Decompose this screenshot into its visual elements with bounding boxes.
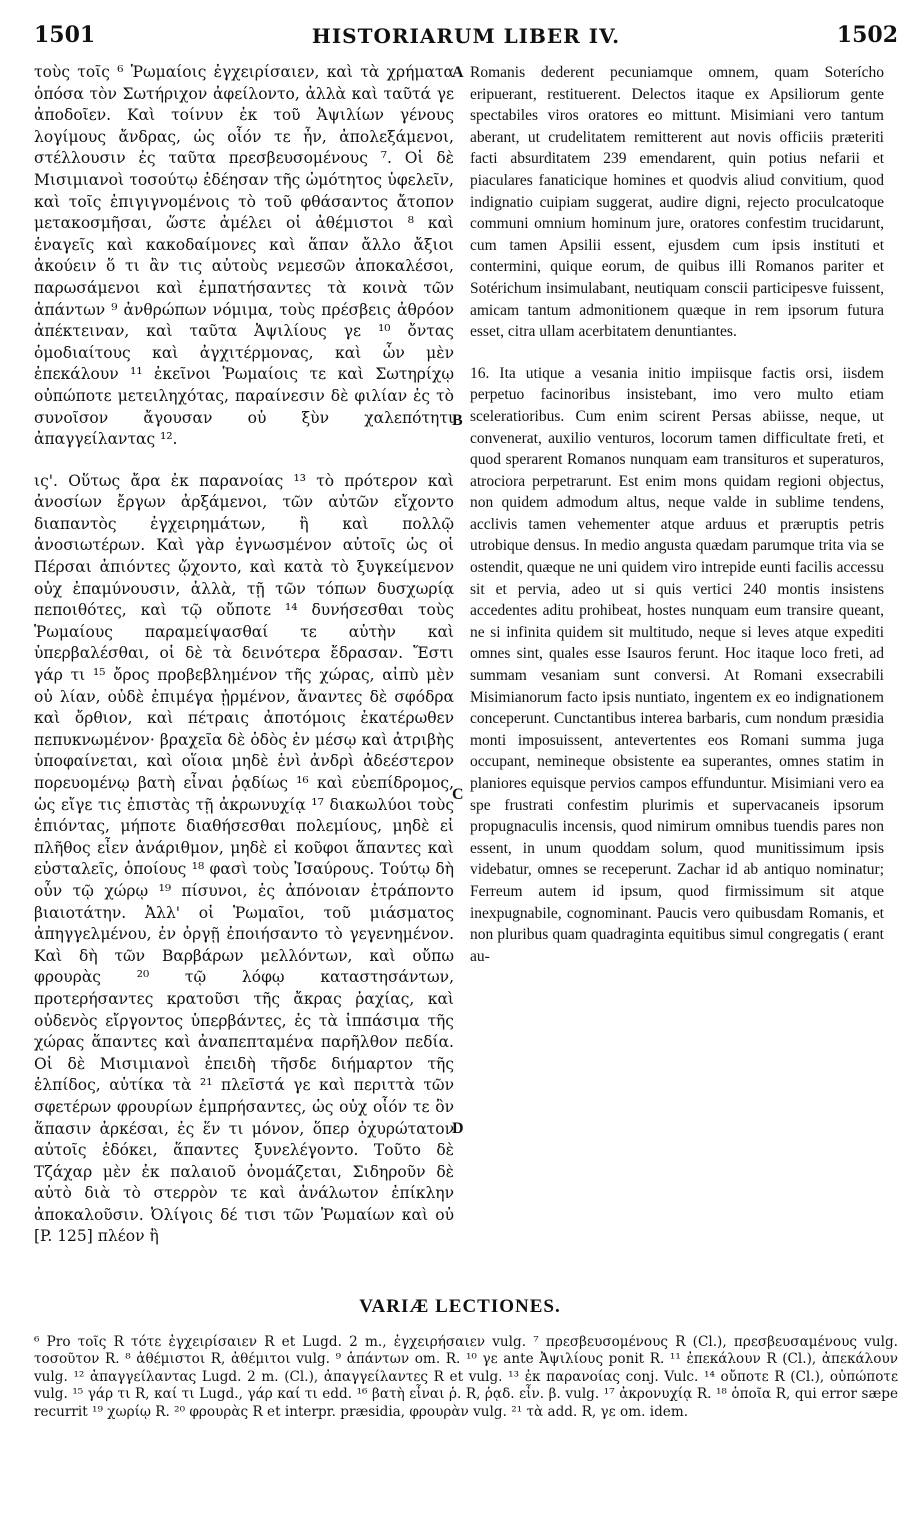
- section-marker-c: C: [452, 786, 464, 803]
- page-number-left: 1501: [34, 22, 96, 48]
- running-title: HISTORIARUM LIBER IV.: [311, 24, 621, 48]
- section-marker-b: B: [452, 412, 463, 429]
- section-marker-d: D: [452, 1120, 464, 1137]
- latin-column: [470, 62, 884, 975]
- variae-lectiones-notes: [34, 1334, 898, 1421]
- variae-lectiones-text: ⁶ Pro τοῖς R τότε ἐγχειρίσαιεν R et Lugd. 2 m., ἐγχειρήσαιεν vulg. ⁷ πρεσβευσομένους R (Cl.), πρεσβευσαμένους vulg. τοσοῦτον R. ⁸ ἀθέμιστοι R, ἀθέμιτοι vulg. ⁹ ἁπάντων om. R. ¹⁰ γε ante Ἀψιλίους ponit R. ¹¹ ἐπεκάλουν R (Cl.), ἀπεκάλουν vulg. ¹² ἀπαγγείλαντας Lugd. 2 m. (Cl.), ἀπαγγείλαντες R et vulg. ¹³ ἐκ παρανοίας conj. Vulc. ¹⁴ οὔποτε R (Cl.), οὐπώποτε vulg. ¹⁵ γάρ τι R, καί τι Lugd., γάρ καί τι edd. ¹⁶ βατὴ εἶναι ῥ. R, ῥᾳδ. εἶν. β. vulg. ¹⁷ ἀκρονυχίᾳ R. ¹⁸ ὁποῖα R, qui error sæpe recurrit ¹⁹ χωρίῳ R. ²⁰ φρουρὰς R et interpr. præsidia, φρουρὰν vulg. ²¹ τὰ add. R, γε om. idem.: [34, 1334, 898, 1420]
- section-marker-a: A: [452, 64, 464, 81]
- greek-column: [34, 62, 454, 1256]
- latin-paragraph-1: Romanis dederent pecuniamque omnem, quam Soterícho eripuerant, restituerent. Delectos itaque ex Apsiliorum gente spectabiles viros oratores eo mittunt. Misimiani vero tantum aberant, ut crudelitatem remitterent aut novis officiis præteriti facti absurditatem 239 emendarent, quin potius nefarii et piaculares fanaticique homines et quodvis aliud convitium, quod indignatio cuipiam suggerat, audire digni, rejecto proculcatoque communi omnium hominum jure, oratores confestim trucidarunt, cum tamen Apsilii essent, ejusdem cum ipsis instituti et contermini, quique eorum, de quibus illi Romanos pariter et Sotérichum insimulabant, neutiquam conscii participesve fuissent, amicam tantum admonitionem quæque in rem ipsorum futura esset, citra ullam acerbitatem denuntiantes.: [470, 64, 884, 341]
- latin-paragraph-2: 16. Ita utique a vesania initio impiisque factis orsi, iisdem perpetuo facinoribus insistebant, imo vero multo etiam sceleratioribus. Cum enim scirent Persas abiisse, neque, ut convenerat, auxilio venturos, locorum tamen difficultate freti, et quod sperarent Romanos nunquam eam transituros et superaturos, atrociora perpetrarunt. Est enim mons quidam regioni objectus, non quidem admodum altus, neque valde in sublime tendens, acclivis tamen vehementer atque arduus et præruptis petris utrobique densus. In medio angusta quædam parumque trita via se ostendit, quæque ne uni quidem viro intrepide eunti facilis accessu sit et pervia, adeo ut si quis vertici 240 montis insistens accedentes aditu prohibeat, hostes nunquam eum transire queant, ne si infinita quidem sit multitudo, neque si leves atque expediti omnes sint, quales esse Isauros ferunt. Hoc itaque loco freti, ad summam vesaniam sunt conversi. At Romani exsecrabili Misimianorum facto ipsis nuntiato, ingentem ex eo indignationem conceperunt. Cunctantibus interea barbaris, cum nondum præsidia monti imposuissent, antevertentes eos Romani summa juga occupant, nemineque obsistente ea superantes, omnes statim in planiores equisque pervios campos effunduntur. Misimiani vero ea spe frustrati confestim plurimis et supervacaneis ipsorum propugnaculis incensis, quod nimirum omnibus tuendis pares non essent, in unum quoddam solum, quod munitissimum ipsis videbatur, omnes se receperunt. Zachar id ab antiquo nominatur; Ferreum autem id ipsum, quod firmissimum sit atque inexpugnabile, cognominant. Paucis vero quibusdam Romanis, et non pluribus quam quadraginta equitibus simul congregatis ( erant au-: [470, 364, 884, 965]
- variae-lectiones-heading: VARIÆ LECTIONES.: [359, 1296, 561, 1317]
- greek-paragraph-2: ις'. Οὕτως ἄρα ἐκ παρανοίας ¹³ τὸ πρότερον καὶ ἀνοσίων ἔργων ἀρξάμενοι, τῶν αὐτῶν εἴχοντο διαπαντὸς ἐγχειρημάτων, ἢ καὶ πολλῷ ἀνοσιωτέρων. Καὶ γὰρ ἐγνωσμένον αὐτοῖς ὡς οἱ Πέρσαι ἀπιόντες ᾤχοντο, καὶ κατὰ τὸ ξυγκείμενον οὐχ ἐπαμύνουσιν, ἀλλὰ, τῇ τῶν τόπων δυσχωρίᾳ πεποιθότες, καὶ τῷ οὔποτε ¹⁴ δυνήσεσθαι τοὺς Ῥωμαίους παραμείψασθαί τε αὐτὴν καὶ ὑπερβαλέσθαι, οἱ δὲ τὰ δεινότερα ἔδρασαν. Ἔστι γάρ τι ¹⁵ ὄρος προβεβλημένον τῆς χώρας, αἰπὺ μὲν οὐ λίαν, οὐδὲ ἐπιμέγα ᾐρμένον, ἄναντες δὲ σφόδρα καὶ ὄρθιον, καὶ πέτραις ἀποτόμοις ἑκατέρωθεν πεπυκνωμένον· βραχεῖα δὲ ὁδὸς ἐν μέσῳ καὶ ἀτριβὴς ὑποφαίνεται, καὶ οἵοια μηδὲ ἑνὶ ἀνδρὶ ἀδεέστερον πορευομένῳ βατὴ εἶναι ῥᾳδίως ¹⁶ καὶ εὐεπίδρομος, ὡς εἴγε τις ἐπιστὰς τῇ ἀκρωνυχίᾳ ¹⁷ διακωλύοι τοὺς ἐπιόντας, μήποτε διαθήσεσθαι πολεμίους, μηδὲ εἰ πλῆθος εἶεν ἀνάριθμον, μηδὲ εἰ κοῦφοι ἅπαντες καὶ εὐσταλεῖς, ὁποίους ¹⁸ φασὶ τοὺς Ἰσαύρους. Τούτῳ δὴ οὖν τῷ χώρῳ ¹⁹ πίσυνοι, ἐς ἀπόνοιαν ἐτράποντο βιαιοτάτην. Ἀλλ' οἱ Ῥωμαῖοι, τοῦ μιάσματος ἀπηγγελμένου, ἐν ὀργῇ ἐποιήσαντο τὸ γεγενημένον. Καὶ δὴ τῶν Βαρβάρων μελλόντων, καὶ οὔπω φρουρὰς ²⁰ τῷ λόφῳ καταστησάντων, προτερήσαντες κρατοῦσι τῆς ἄκρας ῥαχίας, καὶ οὐδενὸς εἴργοντος ὑπερβάντες, ἐς τὰ ἱππάσιμα τῆς χώρας ἅπαντες καὶ ἀναπεπταμένα παρῆλθον πεδία. Οἱ δὲ Μισιμιανοὶ ἐπειδὴ τῆσδε διήμαρτον τῆς ἐλπίδος, αὐτίκα τὰ ²¹ πλεῖστά γε καὶ περιττὰ τῶν σφετέρων φρουρίων ἐμπρήσαντες, ὡς οὐχ οἷόν τε ὂν ἅπασιν ἀρκέσαι, ἐς ἕν τι μόνον, ὅπερ ὀχυρώτατον αὐτοῖς ἐδόκει, ἅπαντες ξυνελέγοντο. Τοῦτο δὲ Τζάχαρ μὲν ἐκ παλαιοῦ ὀνομάζεται, Σιδηροῦν δὲ αὐτὸ διὰ τὸ στερρὸν τε καὶ ἀνάλωτον ἐπίκλην ἀποκαλοῦσιν. Ὀλίγοις δέ τισι τῶν Ῥωμαίων καὶ οὐ [P. 125] πλέον ἢ: [34, 471, 454, 1246]
- page-number-right: 1502: [836, 22, 898, 48]
- running-header: [34, 22, 898, 56]
- greek-paragraph-1: τοὺς τοῖς ⁶ Ῥωμαίοις ἐγχειρίσαιεν, καὶ τὰ χρήματα ὁπόσα τὸν Σωτήριχον ἀφείλοντο, ἀλλὰ καὶ ταῦτά γε ἀποδοῖεν. Καὶ τοίνυν ἐκ τοῦ Ἀψιλίων γένους λογίμους ἄνδρας, ὡς οἷόν τε ἦν, ἀπολεξάμενοι, στέλλουσιν ἐς ταῦτα πρεσβευσομένους ⁷. Οἱ δὲ Μισιμιανοὶ τοσούτῳ ἐδέησαν τῆς ὠμότητος ὑφελεῖν, καὶ τοῖς ἐπιγιγνομένοις τὸ τοῦ φθάσαντος ἄτοπον μετακοσμῆσαι, ὥστε ἀμέλει οἱ ἀθέμιστοι ⁸ καὶ ἐναγεῖς καὶ κακοδαίμονες καὶ ἅπαν ἄλλο ἄξιοι ἀκούειν ὅ τι ἂν τις αὐτοὺς νεμεσῶν ἀποκαλέσοι, παρωσάμενοι καὶ ἐμπατήσαντες τὰ κοινὰ τῶν ἁπάντων ⁹ ἀνθρώπων νόμιμα, τοὺς πρέσβεις ἀθρόον ἀπέκτειναν, καὶ ταῦτα Ἀψιλίους γε ¹⁰ ὄντας ὁμοδιαίτους καὶ ἀγχιτέρμονας, καὶ ὧν μὲν ἐπεκάλουν ¹¹ ἐκεῖνοι Ῥωμαίοις τε καὶ Σωτηρίχῳ οὐπώποτε μετειληχότας, παραίνεσιν δὲ φιλίαν ἐς τὸ συνοῖσον ἄγουσαν οὐ ξὺν χαλεπότητι ἀπαγγείλαντας ¹².: [34, 63, 454, 449]
